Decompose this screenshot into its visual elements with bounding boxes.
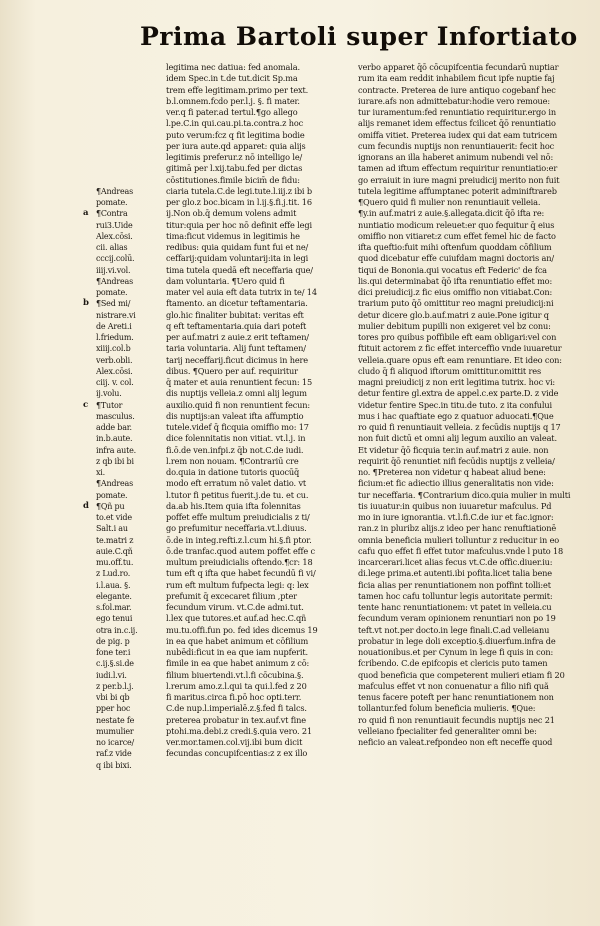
marginal-note-line: z Lud.ro. — [96, 569, 131, 579]
main-text-line: dam voluntaria. ¶Uero quid fi — [166, 275, 285, 286]
main-text-line: fecundum virum. vt.C.de admi.tut. — [166, 602, 304, 612]
main-text-line: ciaria tutela.C.de legi.tute.l.iij.z ibi b — [166, 185, 312, 196]
margin-letter — [83, 478, 95, 489]
marginal-note-line: ¶Contra — [96, 209, 128, 219]
margin-letter — [83, 366, 95, 377]
main-text-line: q eft teftamentaria.quia dari poteft — [166, 320, 307, 331]
marginal-note-line: elegante. — [96, 591, 132, 601]
right-text-line: cum fecundis nuptijs non renuntiauerit: fecit hoc — [358, 140, 555, 151]
marginal-note-line: ciij. v. col. — [96, 378, 134, 387]
right-text-line: no. ¶Preterea non videtur q habeat aliud bene: — [358, 467, 546, 477]
right-text-line: cludo q̄ fi aliquod iftorum omittitur.omittit res — [358, 365, 542, 376]
right-text-line: velleia.quare opus eft eam renuntiare. Et ideo con: — [358, 354, 562, 365]
marginal-note-line — [96, 163, 158, 174]
right-text-line: trarium puto q̄ō omittitur reo magni preiudicij:ni — [358, 298, 554, 309]
marginal-note-line: ego tenui — [96, 614, 133, 624]
running-header: Prima Bartoli super Infortiato — [140, 22, 578, 51]
right-text-line: go erraiuit in iure magni preiudicij merito non fuit — [358, 174, 560, 185]
marginal-note-line — [96, 141, 158, 152]
marginal-note-line: adde bar. — [96, 423, 132, 432]
marginal-note-line: rui3.Uide — [96, 220, 133, 230]
margin-letter — [83, 141, 95, 152]
marginal-note-line: to.et vide — [96, 513, 132, 522]
right-text-line: di.lege prima.et autenti.ibi pofita.licet talia bene — [358, 568, 552, 579]
margin-letter — [83, 456, 95, 467]
margin-letter — [83, 85, 95, 96]
margin-letter — [83, 253, 95, 264]
main-text-line: legitimis preferur.z nō intelligo le/ — [166, 152, 303, 162]
marginal-note-line: xi. — [96, 468, 106, 477]
right-text-line: magni preiudicij z non erit legitima tutrix. hoc vi: — [358, 377, 556, 387]
main-text-line: mater vel auia eft data tutrix in te/ 14 — [166, 287, 317, 297]
right-text-line: omnia beneficia mulieri tolluntur z reducitur in eo — [358, 534, 560, 545]
right-text-line: tente hanc renuntiationem: vt patet in velleia.cu — [358, 602, 552, 612]
right-text-line: lis.qui determinabat q̄ō ifta renuntiatio effet mo: — [358, 275, 553, 286]
marginal-note-line — [96, 118, 158, 129]
main-text-line: tima:ficut videmus in legitimis he — [166, 230, 300, 241]
margin-letter — [83, 388, 95, 399]
marginal-note-line: mumulier — [96, 726, 134, 736]
marginal-note-line — [96, 85, 158, 96]
marginal-note-line: ij.volu. — [96, 389, 122, 399]
main-text-line: tutele.videf q̄ ficquia omiffio mo: 17 — [166, 422, 309, 432]
main-text-line: cōstitutiones.fimile bicim̄ de fidu: — [166, 174, 300, 185]
right-text-line: fcribendo. C.de epifcopis et clericis puto tamen — [358, 658, 548, 669]
main-text-line: fi.ō.de ven.infpi.z q̄b not.C.de iudi. — [166, 444, 304, 455]
marginal-note-line: nistrare.vi — [96, 310, 136, 320]
right-text-line: requirit q̄ō renuntiet nifi fecūdis nuptijs z velleia/ — [358, 455, 555, 466]
marginal-note-line: xiiij.col.b — [96, 344, 131, 354]
main-text-line: per auf.matri z auie.z erit teftamen/ — [166, 332, 309, 342]
margin-letter — [83, 287, 95, 298]
main-text-line: trem effe legitimam.primo per text. — [166, 84, 309, 95]
right-text-line: tores pro quibus poffibile eft eam obligari:vel con — [358, 332, 557, 342]
main-text-line: fecundas concupifcentias:z z ex illo — [166, 748, 308, 759]
main-text-line: da.ab his.Item quia ifta folennitas — [166, 500, 301, 511]
main-text-line: modo eft erratum nō valet datio. vt — [166, 478, 307, 489]
marginal-note-line: infra aute. — [96, 445, 137, 455]
main-text-line: dice folennitatis non vitiat. vt.l.j. in — [166, 433, 306, 444]
main-text-line: go prefumitur neceffaria.vt.l.diuus. — [166, 523, 307, 534]
right-text-line: omiffio non vitiaret:z cum effet femel hic de facto — [358, 230, 556, 241]
right-text-line: mafculus effet vt non conuenatur a filio nifi quã — [358, 680, 549, 691]
marginal-note-line: q ibi bixi. — [96, 760, 132, 770]
margin-letter: d — [83, 500, 89, 511]
margin-letter: c — [83, 399, 89, 410]
main-text-line: l.rem non nouam. ¶Contrariū cre — [166, 455, 299, 466]
right-text-line: mulier debitum pupilli non exigeret vel bz conu: — [358, 320, 551, 331]
main-text-line: per iura aute.qd apparet: quia alijs — [166, 140, 306, 151]
main-text-line: preterea probatur in tex.auf.vt fine — [166, 714, 306, 725]
main-text-line: tum eft q ifta que habet fecundū fi vi/ — [166, 568, 316, 579]
marginal-note-line: otra in.c.ij. — [96, 625, 138, 635]
main-text-line: ptohi.ma.debi.z credi.§.quia vero. 21 — [166, 725, 313, 736]
right-text-line: dici preiudicij.z fic eius omiffio non vitiabat.Con: — [358, 287, 553, 297]
right-text-line: ran.z in pluribz alijs.z ideo per hanc renuftiationē — [358, 523, 557, 534]
right-text-line: ftituit actorem z fic effet interceffio vnde iuuaretur — [358, 343, 562, 354]
right-text-line: tur neceffaria. ¶Contrarium dico.quia mulier in multi — [358, 489, 571, 500]
main-text-line: nubēdi:ficut in ea que iam nupferit. — [166, 647, 308, 657]
main-text-line: per glo.z boc.bicam in l.ij.§.fi.j.tit. 16 — [166, 197, 312, 207]
marginal-note-line — [96, 152, 158, 163]
right-text-line: detur fentire gl.extra de appel.c.ex parte.D. z vide — [358, 388, 559, 399]
main-text-line: ver.mor.tamen.col.vij.ibi bum dicit — [166, 737, 303, 747]
marginal-note-line: vbi bi qb — [96, 693, 130, 702]
margin-letter — [83, 321, 95, 332]
main-text-line: ceffarij:quidam voluntarij:ita in legi — [166, 253, 309, 264]
right-text-line: tamen hoc cafu tolluntur legis autoritate permit: — [358, 590, 553, 601]
margin-letter — [83, 107, 95, 118]
marginal-note-line: iudi.l.vi. — [96, 670, 127, 680]
main-text-line: tima tutela quedā eft neceffaria que/ — [166, 264, 313, 275]
marginal-note-line — [96, 175, 158, 186]
right-text-line: ficium:et fic adiectio illius generalitatis non vide: — [358, 478, 554, 489]
marginal-note-line — [96, 130, 158, 141]
main-text-line: in ea que habet animum et cōfilium — [166, 635, 309, 646]
main-column — [166, 62, 366, 760]
marginal-note-line: verb.obli. — [96, 355, 133, 365]
marginal-note-line: nestate fe — [96, 715, 135, 725]
marginal-note-line — [96, 107, 158, 118]
right-text-line: tamen ad iftum effectum requiritur renuntiatio:er — [358, 163, 558, 174]
right-text-line: ficia alias per renuntiationem non poffint tolli:et — [358, 579, 551, 590]
right-text-line: tiqui de Bononia.qui vocatus eft Federic' de fca — [358, 264, 547, 275]
margin-letter — [83, 96, 95, 107]
marginal-note-line: mu.off.tu. — [96, 558, 134, 567]
margin-letter — [83, 62, 95, 73]
margin-letters — [83, 62, 95, 512]
right-text-line: detur dicere glo.b.auf.matri z auie.Pone igitur q — [358, 309, 549, 320]
right-text-line: tollantur.fed folum beneficia mulieris. ¶Que: — [358, 703, 536, 714]
margin-letter — [83, 332, 95, 343]
right-text-line: mo in iure ignorantia. vt.l.fi.C.de iur et fac.ignor: — [358, 512, 554, 522]
main-text-line: mu.tu.offi.fun po. fed ides dicemus 19 — [166, 624, 318, 635]
right-text-line: alijs remanet idem effectus fcilicet q̄ō renuntiatio — [358, 118, 556, 129]
main-text-line: ver.q fi pater.ad tertul.¶go allego — [166, 107, 298, 117]
main-text-line: q̄ mater et auia renuntient fecun: 15 — [166, 377, 313, 387]
main-text-line: gitimā per l.xij.tabu.fed per dictas — [166, 163, 303, 174]
main-text-line: poffet effe multum preiudicialis z ti/ — [166, 512, 310, 522]
right-text-line: cafu quo effet fi effet tutor mafculus.vnde l puto 18 — [358, 545, 564, 556]
margin-letter — [83, 118, 95, 129]
margin-letter — [83, 355, 95, 366]
margin-letter — [83, 265, 95, 276]
margin-letter — [83, 242, 95, 253]
main-text-line: idem Spec.in t.de tut.dicit Sp.ma — [166, 73, 298, 84]
marginal-note-line: auie.C.qñ — [96, 546, 133, 556]
margin-letter — [83, 490, 95, 501]
marginal-note-line: Alex.cōsi. — [96, 231, 133, 241]
main-text-line: l.rerum amo.z.l.qui ta qui.l.fed z 20 — [166, 680, 307, 691]
marginal-note-line — [96, 96, 158, 107]
right-text-line: ¶Quero quid fi mulier non renuntiauit velleia. — [358, 197, 541, 207]
main-text-line: auxilio.quid fi non renuntient fecun: — [166, 399, 311, 410]
margin-letter: a — [83, 208, 89, 219]
main-text-line: ftamento. an dicetur teftamentaria. — [166, 298, 308, 309]
margin-letter — [83, 152, 95, 163]
main-text-line: puto verum:fcz q fit legitima bodie — [166, 129, 305, 140]
margin-letter: b — [83, 298, 89, 309]
right-text-line: non fuit dictū et omni alij legum auxilio an valeat. — [358, 433, 557, 444]
marginal-note-line: l.friedum. — [96, 333, 134, 342]
marginal-note-line: s.fol.mar. — [96, 603, 132, 612]
main-text-line: multum preiudicialis oftendo.¶cr: 18 — [166, 557, 313, 567]
main-text-line: prefumit q̄ excecaret filium ,pter — [166, 590, 297, 601]
marginal-note-line: pomate. — [96, 490, 128, 500]
marginal-notes — [96, 62, 158, 771]
marginal-note-line: raf.z vide — [96, 749, 132, 759]
right-text-line: videtur fentire Spec.in titu.de tuto. z ita confului — [358, 399, 552, 410]
right-text-line: rum ita eam reddit inhabilem ficut ipfe nuptie faj — [358, 73, 555, 84]
right-text-line: mus i hac quaftiate ego z quatuor aduocati.¶Que — [358, 410, 554, 421]
marginal-note-line: z qb ibi bi — [96, 456, 134, 466]
main-text-line: dibus. ¶Quero per auf. requiritur — [166, 365, 298, 376]
right-text-line: tis iuuatur:in quibus non iuuaretur mafculus. Pd — [358, 500, 552, 511]
marginal-note-line: iiij.vi.vol. — [96, 265, 131, 275]
margin-letter — [83, 310, 95, 321]
marginal-note-line — [96, 62, 158, 73]
marginal-note-line: Alex.cōsi. — [96, 366, 133, 376]
marginal-note-line: ¶Andreas — [96, 479, 133, 489]
margin-letter — [83, 175, 95, 186]
marginal-note-line: te.matri z — [96, 535, 134, 545]
right-text-line: teft.vt not.per docto.in lege finali.C.ad velleianu — [358, 624, 550, 635]
main-text-line: l.lex que tutores.et auf.ad hec.C.qñ — [166, 613, 307, 624]
right-text-line: tur iuramentum:fed renuntiatio requiritur.ergo in — [358, 107, 556, 117]
margin-letter — [83, 73, 95, 84]
right-text-line: omiffa vitiet. Preterea iudex qui dat eam tutricem — [358, 129, 558, 140]
margin-letter — [83, 220, 95, 231]
marginal-note-line — [96, 73, 158, 84]
main-text-line: fimile in ea que habet animum z cō: — [166, 658, 310, 669]
marginal-note-line: masculus. — [96, 411, 135, 421]
marginal-note-line: ¶Sed mi/ — [96, 299, 131, 309]
margin-letter — [83, 197, 95, 208]
right-text-line: nuntiatio modicum releuet:er quo fequitur q̄ eius — [358, 219, 555, 230]
marginal-note-line: de Areti.i — [96, 321, 132, 331]
right-text-line: nouationibus.et per Cynum in lege fi quis in con: — [358, 647, 554, 657]
right-text-line: ¶y.in auf.matri z auie.§.allegata.dicit q̄ō ifta re: — [358, 208, 545, 219]
right-text-line: velleiano fpecialiter fed generaliter omni be: — [358, 725, 537, 736]
main-text-line: fi maritus.circa fi.pō hoc opti.terr. — [166, 692, 302, 702]
margin-letter — [83, 433, 95, 444]
main-text-line: ō.de in integ.refti.z.l.cum hi.§.fi ptor. — [166, 534, 312, 545]
main-text-line: redibus: quia quidam funt fui et ne/ — [166, 242, 309, 252]
marginal-note-line: de pig. p — [96, 636, 130, 646]
right-text-line: ifta queftio:fuit mihi oftenfum quoddam cōfilium — [358, 242, 552, 252]
margin-letter — [83, 186, 95, 197]
right-text-line: ro quid fi renuntiauit velleia. z fecūdis nuptijs q 17 — [358, 422, 561, 432]
right-text-line: iurare.afs non admittebatur:hodie vero remoue: — [358, 95, 550, 106]
marginal-note-line: cccij.colū. — [96, 254, 135, 264]
marginal-note-line: ¶Andreas — [96, 276, 133, 286]
margin-letter — [83, 276, 95, 287]
main-text-line: dis nuptijs:an valeat ifta affumptio — [166, 410, 304, 421]
main-text-line: dis nuptijs velleia.z omni alij legum — [166, 388, 307, 399]
marginal-note-line: pomate. — [96, 198, 128, 207]
marginal-note-line: ¶Qñ pu — [96, 501, 125, 511]
margin-letter — [83, 411, 95, 422]
marginal-note-line: c.ij.§.si.de — [96, 659, 134, 669]
main-text-line: legitima nec datiua: fed anomala. — [166, 62, 300, 72]
main-text-line: ō.de tranfac.quod autem poffet effe c — [166, 545, 315, 556]
main-text-line: glo.hic finaliter bubitat: veritas eft — [166, 309, 304, 320]
margin-letter — [83, 343, 95, 354]
margin-letter — [83, 445, 95, 456]
right-text-line: fecundum veram opinionem renuntiari non po 19 — [358, 613, 556, 624]
main-text-line: l.tutor fi petitus fuerit.j.de tu. et cu. — [166, 489, 309, 500]
right-text-line: tutela legitime affumptanec poterit adminiftrareb — [358, 185, 557, 196]
marginal-note-line: in.b.aute. — [96, 434, 133, 444]
margin-letter — [83, 231, 95, 242]
right-text-line: quod beneficia que competerent mulieri etiam fi 20 — [358, 669, 565, 680]
right-column — [358, 62, 596, 748]
main-text-line: b.l.omnem.fcdo per.l.j. §. fi mater. — [166, 95, 300, 106]
marginal-note-line: pper hoc — [96, 704, 131, 714]
right-text-line: Et videtur q̄ō ficquia ter.in auf.matri z auie. non — [358, 444, 549, 455]
right-text-line: quod dicebatur effe cuiufdam magni doctoris an/ — [358, 253, 554, 264]
right-text-line: verbo apparet q̄ō cōcupifcentia fecundarū nuptiar — [358, 62, 559, 72]
main-text-line: ij.Non ob.q̄ demum volens admit — [166, 208, 297, 219]
marginal-note-line: z per.b.l.j. — [96, 681, 134, 691]
marginal-note-line: Salt.i au — [96, 524, 128, 534]
main-text-line: taria voluntaria. Alij funt teftamen/ — [166, 343, 306, 354]
main-text-line: titur:quia per hoc nō definit effe legi — [166, 219, 312, 230]
main-text-line: tarij neceffarij.ficut dicimus in here — [166, 354, 308, 365]
main-text-line: rum eft multum fufpecta legi: q: lex — [166, 579, 309, 590]
right-text-line: incarcerari.licet alias fecus vt.C.de offic.diuer.iu: — [358, 557, 553, 567]
marginal-note-line: ¶Andreas — [96, 186, 133, 196]
main-text-line: l.pe.C.in qui.cau.pi.ta.contra.z hoc — [166, 118, 304, 129]
marginal-note-line: cii. alias — [96, 243, 128, 252]
margin-letter — [83, 377, 95, 388]
main-text-line: filium biuertendi.vt.l.fi cōcubina.§. — [166, 669, 304, 680]
margin-letter — [83, 422, 95, 433]
marginal-note-line: no icarce/ — [96, 738, 135, 747]
margin-letter — [83, 163, 95, 174]
right-text-line: contracte. Preterea de iure antiquo cogebanf hec — [358, 84, 556, 95]
marginal-note-line: ¶Tutor — [96, 400, 123, 410]
margin-letter — [83, 130, 95, 141]
right-text-line: probatur in lege doli exceptio.§.diuerfum.infra de — [358, 635, 556, 646]
margin-letter — [83, 467, 95, 478]
marginal-note-line: i.l.aua. §. — [96, 580, 131, 590]
marginal-note-line: fone ter.i — [96, 648, 131, 657]
right-text-line: neficio an valeat.refpondeo non eft neceffe quod — [358, 737, 553, 747]
right-text-line: ignorans an illa haberet animum nubendi vel nō: — [358, 152, 554, 162]
marginal-note-line: pomate. — [96, 288, 128, 297]
main-text-line: C.de nup.l.imperialē.z.§.fed fi talcs. — [166, 703, 307, 714]
main-text-line: do.quia in datione tutoris quocūq̄ — [166, 467, 300, 477]
right-text-line: tenus facere poteft per hanc renuntiationem non — [358, 692, 554, 702]
right-text-line: ro quid fi non renuntiauit fecundis nuptijs nec 21 — [358, 714, 555, 725]
